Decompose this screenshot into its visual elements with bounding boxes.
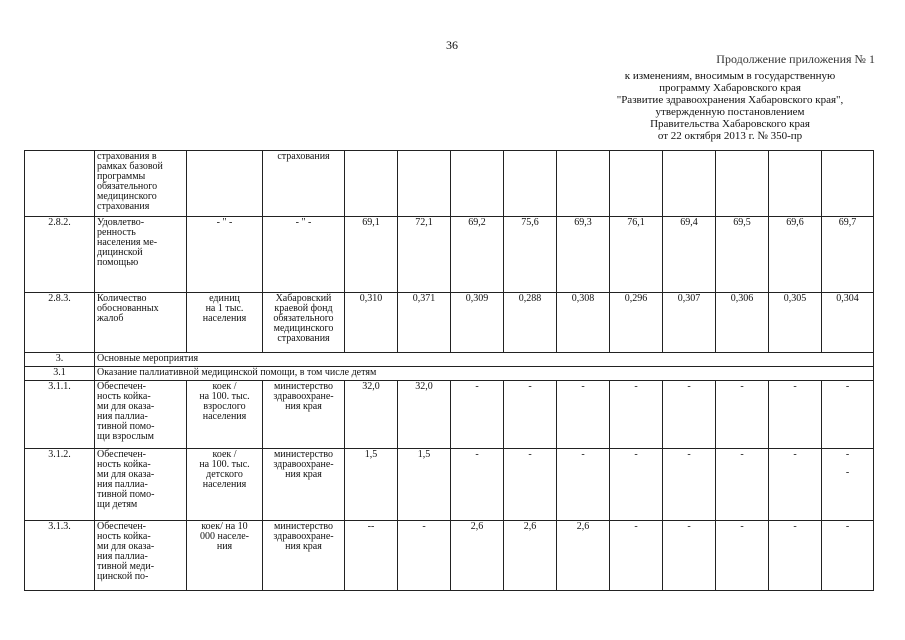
value-line: 75,6 (521, 217, 539, 228)
value-line: 69,2 (468, 217, 486, 228)
value-line: 0,305 (783, 293, 807, 304)
value-line: - (475, 449, 479, 460)
value-cell (663, 217, 716, 293)
indicator-name-line: населения ме- (97, 237, 158, 248)
value-cell (663, 151, 716, 217)
value-cell (769, 449, 822, 521)
value-cell (716, 217, 769, 293)
value-cell (610, 293, 663, 353)
value-line: 69,6 (786, 217, 804, 228)
table-row (25, 293, 874, 353)
value-cell (822, 381, 874, 449)
unit-of-measure-line: 000 населе- (199, 531, 250, 542)
responsible-body-line: здравоохране- (273, 459, 334, 470)
value-cell (822, 293, 874, 353)
value-line: - (687, 449, 691, 460)
value-cell (451, 521, 504, 591)
value-line: - (687, 521, 691, 532)
value-cell (769, 381, 822, 449)
indicator-name (95, 217, 187, 293)
indicator-name-line: щи взрослым (97, 431, 154, 442)
header-line: утвержденную постановлением (655, 106, 805, 118)
value-line: 0,304 (836, 293, 859, 304)
value-line: 32,0 (415, 381, 433, 392)
row-number (25, 151, 95, 217)
value-line: - (634, 449, 638, 460)
value-line: 32,0 (362, 381, 380, 392)
value-line: - (528, 381, 532, 392)
unit-of-measure-line: на 100. тыс. (199, 459, 250, 470)
value-cell (504, 293, 557, 353)
responsible-body-line: министерство (273, 521, 334, 532)
indicator-name-line: программы (97, 171, 146, 182)
value-line: - (793, 381, 797, 392)
value-cell (610, 521, 663, 591)
value-cell (769, 293, 822, 353)
section-number: 3.1 (25, 367, 95, 381)
value-cell (504, 381, 557, 449)
value-line: 2,6 (576, 521, 590, 532)
value-cell (398, 521, 451, 591)
responsible-body-line: Хабаровский (275, 293, 332, 304)
unit-of-measure-line: населения (202, 313, 247, 324)
indicator-name-line: Обеспечен- (97, 449, 146, 460)
value-line: - (634, 381, 638, 392)
value-cell (557, 521, 610, 591)
value-cell (345, 521, 398, 591)
value-line: - (581, 449, 585, 460)
section-row (25, 353, 874, 367)
value-line: - (634, 521, 638, 532)
value-cell (716, 449, 769, 521)
responsible-body-line: ния края (285, 401, 322, 412)
value-line: 1,5 (417, 449, 431, 460)
indicator-name (95, 151, 187, 217)
responsible-body-line: страхования (277, 333, 330, 344)
value-cell (822, 151, 874, 217)
indicator-name-line: ренность (97, 227, 136, 238)
indicator-name-line: ми для оказа- (97, 401, 155, 412)
indicator-name-line: медицинского (97, 191, 157, 202)
value-cell (822, 521, 874, 591)
value-line: 0,306 (730, 293, 754, 304)
indicator-name-line: ния паллиа- (97, 479, 148, 490)
value-cell (451, 293, 504, 353)
value-cell (504, 217, 557, 293)
responsible-body-line: ния края (285, 541, 322, 552)
indicator-name-line: дицинской (97, 247, 143, 258)
value-line: - (845, 521, 850, 532)
section-row (25, 367, 874, 381)
value-line: 0,308 (571, 293, 595, 304)
value-cell (610, 151, 663, 217)
value-cell (451, 381, 504, 449)
responsible-body (263, 217, 345, 293)
unit-of-measure-line: на 1 тыс. (205, 303, 244, 314)
value-cell (451, 449, 504, 521)
value-line: - (793, 449, 797, 460)
indicator-name-line: ность койка- (97, 459, 151, 470)
value-line: 72,1 (415, 217, 433, 228)
indicator-name-line: ность койка- (97, 391, 151, 402)
row-number: 2.8.2. (25, 217, 95, 293)
indicator-name-line: щи детям (97, 499, 138, 510)
value-cell (716, 521, 769, 591)
page-number: 36 (446, 38, 458, 52)
value-cell (610, 449, 663, 521)
value-cell (451, 151, 504, 217)
indicator-name-line: рамках базовой (97, 161, 163, 172)
indicator-name-line: ния паллиа- (97, 411, 148, 422)
value-line: 0,309 (465, 293, 489, 304)
value-cell (769, 217, 822, 293)
row-number: 3.1.1. (25, 381, 95, 449)
value-line: - (475, 381, 479, 392)
header-line: к изменениям, вносимым в государственную (624, 70, 836, 82)
value-cell (345, 381, 398, 449)
unit-of-measure (187, 449, 263, 521)
value-cell (345, 217, 398, 293)
value-cell (663, 521, 716, 591)
section-title: Основные мероприятия (95, 353, 874, 367)
indicator-name-line: страхования (97, 201, 150, 212)
unit-of-measure-line: коек / (212, 381, 237, 392)
unit-of-measure-line: коек / (212, 449, 237, 460)
section-title: Оказание паллиативной медицинской помощи, в том числе детям (95, 367, 874, 381)
appendix-continuation: Продолжение приложения № 1 (716, 52, 875, 66)
indicator-name-line: тивной меди- (97, 561, 155, 572)
unit-of-measure (187, 381, 263, 449)
indicator-name-line: Удовлетво- (97, 217, 145, 228)
document-header (570, 70, 890, 142)
unit-of-measure-line: - " - (216, 217, 233, 228)
indicator-name-line: ми для оказа- (97, 469, 155, 480)
value-line: 0,288 (518, 293, 542, 304)
header-line: Правительства Хабаровского края (650, 118, 810, 130)
table-row (25, 217, 874, 293)
table-row (25, 151, 874, 217)
value-line: 69,4 (680, 217, 698, 228)
unit-of-measure-line: коек/ на 10 (201, 521, 248, 532)
value-cell (504, 521, 557, 591)
section-number: 3. (25, 353, 95, 367)
value-cell (716, 151, 769, 217)
value-line: 0,296 (624, 293, 648, 304)
responsible-body-line: ния края (285, 469, 322, 480)
unit-of-measure-line: населения (202, 411, 247, 422)
value-cell (716, 293, 769, 353)
value-cell (769, 521, 822, 591)
value-cell (557, 151, 610, 217)
unit-of-measure (187, 521, 263, 591)
indicator-name (95, 293, 187, 353)
header-line: программу Хабаровского края (659, 82, 801, 94)
responsible-body (263, 381, 345, 449)
value-cell (610, 381, 663, 449)
indicator-name-line: цинской по- (97, 571, 149, 582)
unit-of-measure-line: ния (216, 541, 233, 552)
value-line: - (793, 521, 797, 532)
indicator-name-line: тивной помо- (97, 421, 155, 432)
value-line: - (845, 381, 850, 392)
value-cell (822, 217, 874, 293)
value-cell (398, 381, 451, 449)
unit-of-measure (187, 293, 263, 353)
value-line: 76,1 (627, 217, 645, 228)
value-line: 69,1 (362, 217, 380, 228)
row-number: 3.1.3. (25, 521, 95, 591)
value-cell (663, 381, 716, 449)
value-line: 2,6 (470, 521, 484, 532)
indicator-name-line: тивной помо- (97, 489, 155, 500)
value-cell (663, 293, 716, 353)
indicator-name-line: страхования в (97, 151, 157, 162)
indicator-name-line: Количество (97, 293, 147, 304)
responsible-body-line: министерство (273, 449, 334, 460)
indicator-name-line: ми для оказа- (97, 541, 155, 552)
unit-of-measure-line: на 100. тыс. (199, 391, 250, 402)
value-line: - (422, 521, 426, 532)
value-line: 69,7 (838, 217, 857, 228)
value-line: 1,5 (364, 449, 378, 460)
responsible-body (263, 449, 345, 521)
value-line: - (528, 449, 532, 460)
unit-of-measure (187, 217, 263, 293)
responsible-body-line: обязательного (273, 313, 334, 324)
responsible-body-line: здравоохране- (273, 531, 334, 542)
responsible-body (263, 151, 345, 217)
indicator-name-line: помощью (97, 257, 139, 268)
header-line: "Развитие здравоохранения Хабаровского края", (616, 94, 844, 106)
indicator-name-line: обоснованных (97, 303, 159, 314)
value-cell (504, 151, 557, 217)
value-cell (398, 217, 451, 293)
value-line: 0,371 (412, 293, 436, 304)
unit-of-measure-line: взрослого (203, 401, 246, 412)
value-cell (557, 381, 610, 449)
responsible-body-line: - " - (295, 217, 312, 228)
unit-of-measure-line: единиц (209, 293, 240, 304)
value-cell (345, 293, 398, 353)
unit-of-measure-line: детского (206, 469, 243, 480)
indicator-name (95, 449, 187, 521)
value-cell (345, 449, 398, 521)
unit-of-measure-line: населения (202, 479, 247, 490)
indicator-name-line: Обеспечен- (97, 521, 146, 532)
value-line: 0,310 (359, 293, 383, 304)
value-cell (716, 381, 769, 449)
responsible-body (263, 521, 345, 591)
responsible-body-line: министерство (273, 381, 334, 392)
value-cell (557, 217, 610, 293)
value-cell (398, 151, 451, 217)
table-row (25, 521, 874, 591)
value-cell (663, 449, 716, 521)
unit-of-measure (187, 151, 263, 217)
value-line: 2,6 (523, 521, 537, 532)
responsible-body-line: страхования (277, 151, 330, 162)
value-line: - (687, 381, 691, 392)
row-number: 2.8.3. (25, 293, 95, 353)
value-line: - (740, 381, 744, 392)
value-cell (769, 151, 822, 217)
table-row (25, 449, 874, 521)
value-cell (822, 449, 874, 521)
value-cell (398, 449, 451, 521)
responsible-body-line: медицинского (273, 323, 334, 334)
value-cell (398, 293, 451, 353)
indicator-name-line: Обеспечен- (97, 381, 146, 392)
value-cell (557, 293, 610, 353)
indicators-table (24, 150, 874, 591)
value-cell (610, 217, 663, 293)
value-line: 69,3 (574, 217, 592, 228)
indicator-name-line: обязательного (97, 181, 158, 192)
value-cell (451, 217, 504, 293)
indicator-name-line: ность койка- (97, 531, 151, 542)
value-line: 0,307 (677, 293, 701, 304)
responsible-body (263, 293, 345, 353)
responsible-body-line: краевой фонд (274, 303, 333, 314)
value-line: - (845, 449, 850, 460)
value-line: 69,5 (733, 217, 751, 228)
indicator-name-line: жалоб (97, 313, 124, 324)
table-row (25, 381, 874, 449)
indicator-name (95, 521, 187, 591)
value-line: - (740, 521, 744, 532)
value-cell (504, 449, 557, 521)
value-line: - (581, 381, 585, 392)
value-line: - (845, 467, 850, 478)
indicator-name-line: ния паллиа- (97, 551, 148, 562)
value-cell (345, 151, 398, 217)
value-line: - (740, 449, 744, 460)
row-number: 3.1.2. (25, 449, 95, 521)
header-line: от 22 октября 2013 г. № 350-пр (657, 130, 803, 142)
responsible-body-line: здравоохране- (273, 391, 334, 402)
value-line: -- (367, 521, 375, 532)
value-cell (557, 449, 610, 521)
indicator-name (95, 381, 187, 449)
